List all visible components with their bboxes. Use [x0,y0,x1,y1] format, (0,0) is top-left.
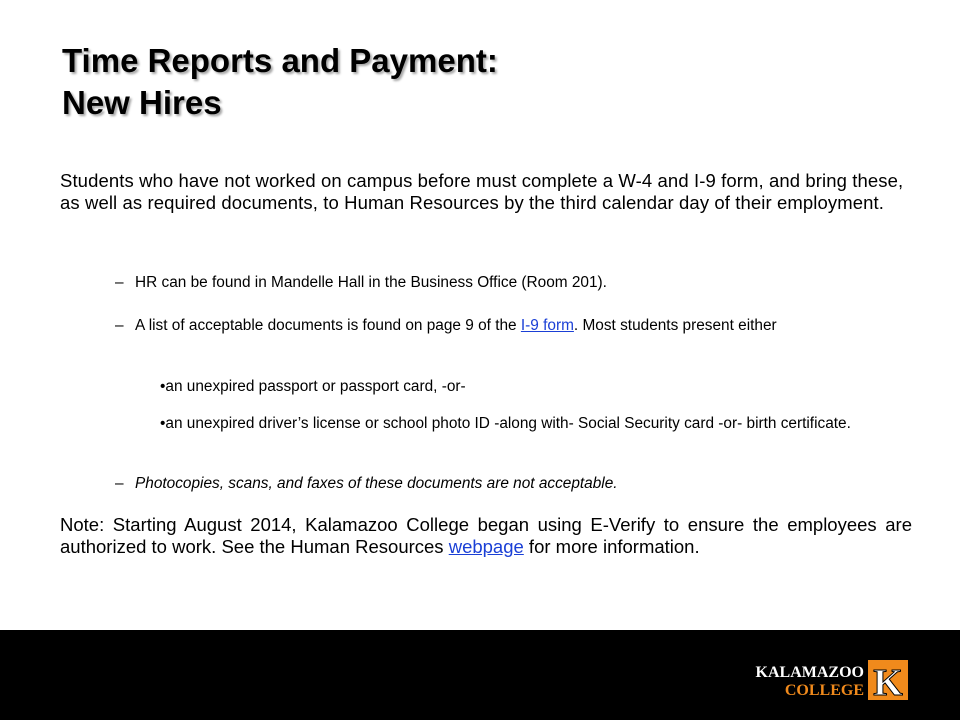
option-passport-text: an unexpired passport or passport card, -or- [165,378,466,395]
logo-line2: COLLEGE [784,682,864,699]
option-license-text: an unexpired driver’s license or school photo ID -along with- Social Security card -or- birth certificate. [165,415,851,432]
slide-title [62,40,922,124]
documents-text-after: . Most students present either [573,317,777,334]
not-acceptable-text: Photocopies, scans, and faxes of these documents are not acceptable. [135,475,618,492]
note-paragraph [60,514,912,558]
list-item-option-license [160,414,900,433]
logo-line1: KALAMAZOO [755,664,864,681]
footer-bar [0,630,960,720]
hr-location-text: HR can be found in Mandelle Hall in the Business Office (Room 201). [135,274,607,291]
note-text-before: Note: Starting August 2014, Kalamazoo College began using E-Verify to ensure the employees are authorized to work. See the Human Resources [60,514,912,557]
dash-marker: – [115,317,124,334]
list-item-documents [115,316,895,335]
intro-paragraph: Students who have not worked on campus before must complete a W-4 and I-9 form, and bring these, as well as required documents, to Human Resources by the third calendar day of their employment. [60,170,904,213]
bullet-marker: • [160,378,166,395]
logo-k-letter: K [873,662,903,702]
webpage-link[interactable]: webpage [448,536,524,557]
i9-form-link[interactable]: I-9 form [520,317,574,334]
dash-marker: – [115,274,124,291]
list-item-hr-location [115,273,895,292]
note-text-after: for more information. [523,536,700,557]
dash-marker: – [115,475,124,492]
slide-title-line2: New Hires [62,84,222,121]
documents-text-before: A list of acceptable documents is found on page 9 of the [135,317,521,334]
list-item-not-acceptable [115,474,895,493]
bullet-marker: • [160,415,166,432]
kalamazoo-college-logo [752,658,912,702]
slide-title-line1: Time Reports and Payment: [62,42,498,79]
list-item-option-passport [160,377,900,396]
